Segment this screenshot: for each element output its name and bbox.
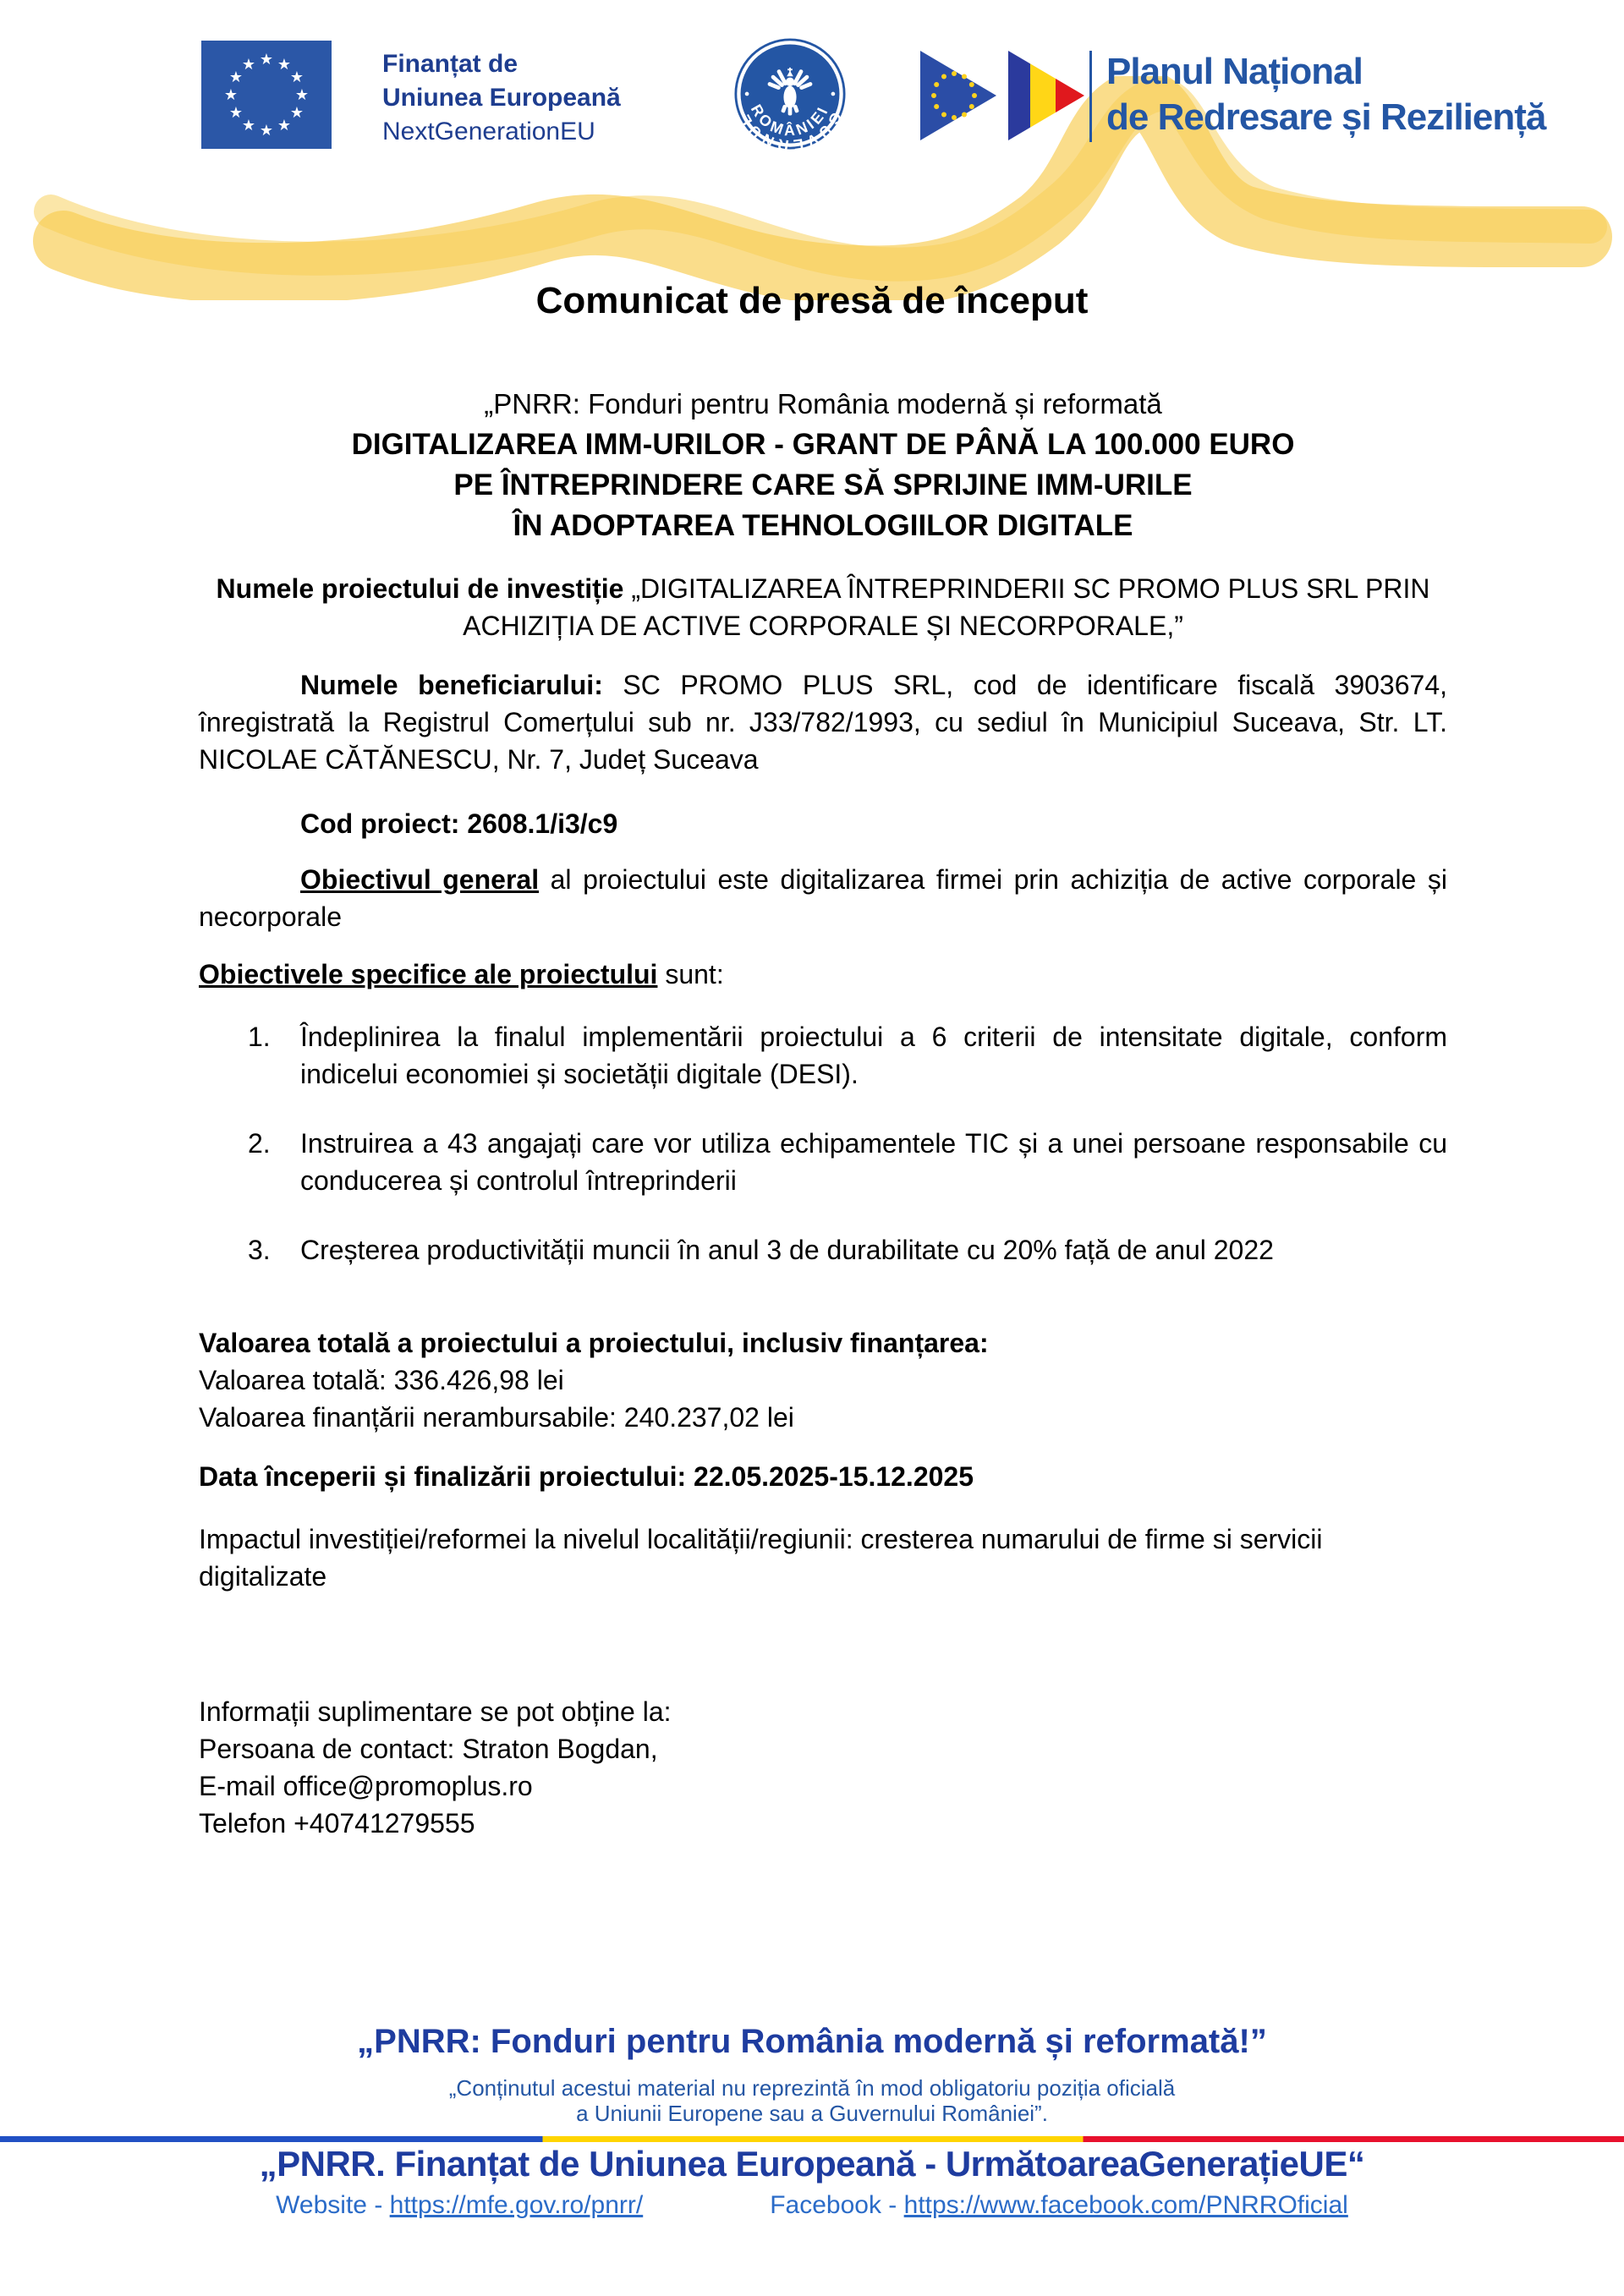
eu-star-icon: ★: [259, 122, 274, 139]
objective-number: 1.: [248, 1022, 271, 1052]
contact-intro: Informații suplimentare se pot obține la:: [199, 1696, 672, 1727]
eu-star-icon: ★: [228, 68, 244, 85]
project-code: Cod proiect: 2608.1/i3/c9: [300, 808, 618, 839]
subtitle-line: DIGITALIZAREA IMM-URILOR - GRANT DE PÂNĂ LA 100.000 EURO: [351, 428, 1295, 461]
values-block: [199, 1324, 1447, 1436]
contact-email: E-mail office@promoplus.ro: [199, 1771, 533, 1801]
eu-star-icon: ★: [277, 117, 292, 134]
eu-star-icon: ★: [277, 56, 292, 73]
impact-paragraph: Impactul investiției/reformei la nivelul localității/regiunii: cresterea numarului de firme si servicii digitalizate: [199, 1524, 1323, 1592]
values-heading: Valoarea totală a proiectului a proiectului, inclusiv finanțarea:: [199, 1328, 989, 1358]
facebook-link-group: [770, 2189, 1348, 2222]
eu-funding-line3: NextGenerationEU: [382, 118, 595, 145]
pnrr-logo-divider: [1089, 51, 1092, 142]
beneficiary-paragraph: [199, 666, 1447, 778]
objective-text: Instruirea a 43 angajați care vor utiliza echipamentele TIC și a unei persoane responsabile cu conducerea și controlul întreprinderii: [300, 1128, 1447, 1196]
beneficiary-text: SC PROMO PLUS SRL, cod de identificare fiscală 3903674, înregistrată la Registrul Comerțului sub nr. J33/782/1993, cu sediul în Municipiul Suceava, Str. LT. NICOLAE CĂTĂNESCU, Nr. 7, Județ Suceava: [199, 670, 1448, 775]
project-name-label: Numele proiectului de investiție: [216, 573, 624, 604]
specific-objectives-heading: [199, 956, 1447, 993]
document-body: [0, 279, 1624, 2222]
eu-flag-icon: [201, 41, 332, 149]
subtitle-line: „PNRR: Fonduri pentru România modernă și reformată: [484, 388, 1162, 419]
general-objective-paragraph: [199, 861, 1447, 935]
objectives-list: [199, 1018, 1447, 1269]
contact-phone: Telefon +40741279555: [199, 1808, 475, 1838]
eu-funding-line1: Finanțat de: [382, 50, 518, 78]
website-link[interactable]: https://mfe.gov.ro/pnrr/: [389, 2191, 644, 2219]
footer-slogan: „PNRR: Fonduri pentru România modernă și reformată!”: [357, 2023, 1267, 2060]
romanian-government-seal-icon: [734, 38, 846, 150]
subtitle-block: [199, 384, 1447, 546]
footer-banner: „PNRR. Finanțat de Uniunea Europeană - UrmătoareaGenerațieUE“: [259, 2144, 1365, 2184]
facebook-link[interactable]: https://www.facebook.com/PNRROficial: [903, 2191, 1348, 2219]
objective-text: Creșterea productivității muncii în anul 3 de durabilitate cu 20% față de anul 2022: [300, 1235, 1274, 1265]
specific-objectives-suffix: sunt:: [657, 959, 724, 989]
pnrr-wordmark-line1: Planul Național: [1106, 51, 1363, 92]
eu-star-icon: ★: [289, 104, 304, 121]
eu-star-icon: ★: [294, 86, 310, 103]
seal-text-bottom: ROMÂNIEI: [747, 101, 832, 140]
objective-text: Îndeplinirea la finalul implementării proiectului a 6 criterii de intensitate digitale, conform indicelui economiei și societății digitale (DESI).: [300, 1022, 1447, 1089]
eu-star-icon: ★: [228, 104, 244, 121]
objective-number: 2.: [248, 1128, 271, 1159]
facebook-label: Facebook -: [770, 2191, 904, 2219]
footer-links-row: [0, 2189, 1624, 2222]
footer-disclaimer: [0, 2075, 1624, 2126]
eu-funding-wordmark: [382, 47, 621, 149]
eu-star-icon: ★: [241, 117, 256, 134]
eu-funding-line2: Uniunea Europeană: [382, 84, 621, 112]
website-label: Website -: [276, 2191, 390, 2219]
contact-block: [199, 1693, 1447, 1842]
eu-star-icon: ★: [289, 68, 304, 85]
tricolor-divider: [0, 2136, 1624, 2142]
total-value: Valoarea totală: 336.426,98 lei: [199, 1365, 564, 1395]
objective-item: [199, 1018, 1447, 1093]
objective-number: 3.: [248, 1235, 271, 1265]
project-dates: Data începerii și finalizării proiectului: 22.05.2025-15.12.2025: [199, 1461, 974, 1492]
website-link-group: [276, 2189, 643, 2222]
logo-header: [0, 0, 1624, 169]
specific-objectives-label: Obiectivele specifice ale proiectului: [199, 959, 658, 989]
subtitle-line: PE ÎNTREPRINDERE CARE SĂ SPRIJINE IMM-URILE: [453, 469, 1193, 501]
pnrr-triangles-icon: [920, 51, 1089, 142]
page-title: Comunicat de presă de început: [535, 280, 1089, 321]
beneficiary-label: Numele beneficiarului:: [300, 670, 603, 700]
objective-item: [199, 1231, 1447, 1269]
pnrr-wordmark: [1106, 49, 1624, 140]
eu-star-icon: ★: [241, 56, 256, 73]
project-name-text: „DIGITALIZAREA ÎNTREPRINDERII SC PROMO PLUS SRL PRIN ACHIZIȚIA DE ACTIVE CORPORALE ȘI NECORPORALE,”: [463, 573, 1430, 641]
grant-value: Valoarea finanțării nerambursabile: 240.237,02 lei: [199, 1402, 794, 1433]
pnrr-wordmark-line2: de Redresare și Reziliență: [1106, 96, 1546, 138]
general-objective-text: al proiectului este digitalizarea firmei prin achiziția de active corporale și necorporale: [199, 864, 1447, 932]
contact-person: Persoana de contact: Straton Bogdan,: [199, 1734, 658, 1764]
footer-disclaimer-line2: a Uniunii Europene sau a Guvernului României”.: [576, 2101, 1048, 2126]
seal-text-top: GUVERNUL: [734, 109, 846, 150]
eu-star-icon: ★: [223, 86, 239, 103]
eu-star-icon: ★: [259, 51, 274, 68]
general-objective-label: Obiectivul general: [300, 864, 540, 895]
project-name-paragraph: [199, 570, 1447, 644]
subtitle-line: ÎN ADOPTAREA TEHNOLOGIILOR DIGITALE: [513, 509, 1133, 542]
footer-disclaimer-line1: „Conținutul acestui material nu reprezintă în mod obligatoriu poziția oficială: [448, 2075, 1176, 2101]
objective-item: [199, 1125, 1447, 1199]
